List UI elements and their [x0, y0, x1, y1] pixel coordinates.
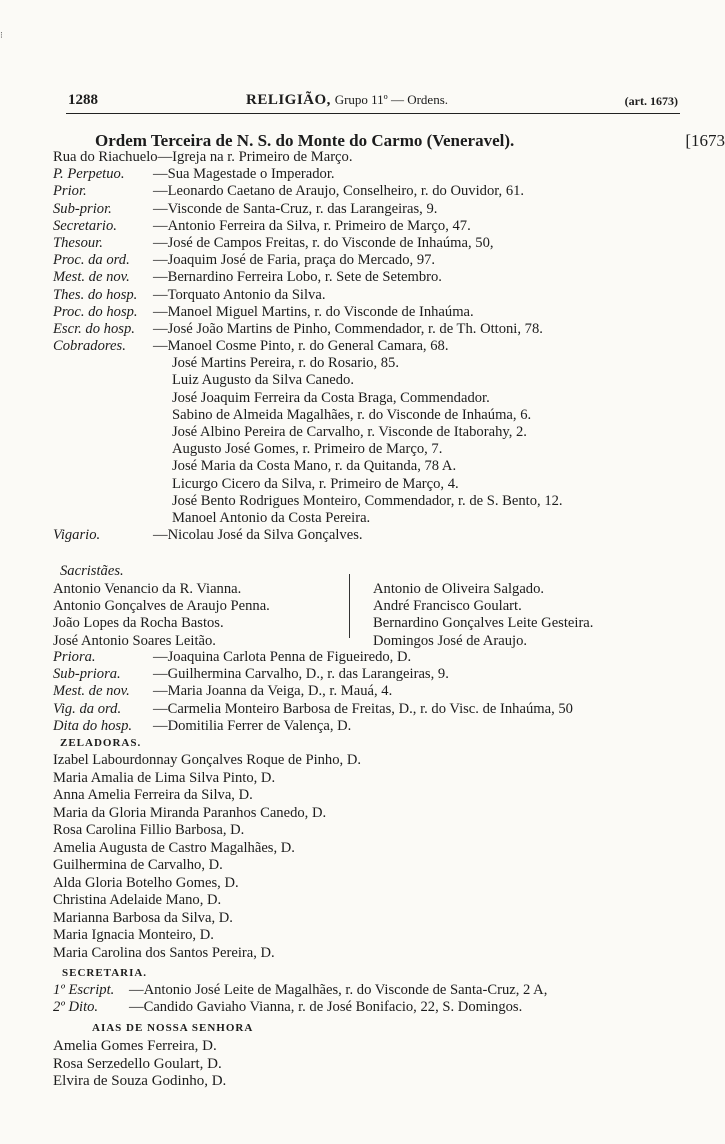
list-item: Elvira de Souza Godinho, D.: [53, 1073, 227, 1090]
header-rule: [66, 113, 680, 114]
page-number: 1288: [68, 92, 98, 108]
cobrador-row: José Joaquim Ferreira da Costa Braga, Commendador.: [172, 389, 490, 406]
column-divider: [349, 574, 350, 638]
officer-row: Proc. do hosp. —Manoel Miguel Martins, r. do Visconde de Inhaúma.: [53, 303, 474, 320]
list-item: Antonio Gonçalves de Araujo Penna.: [53, 598, 270, 615]
officer-row: Escr. do hosp. —José João Martins de Pinho, Commendador, r. de Th. Ottoni, 78.: [53, 320, 543, 337]
list-item: Izabel Labourdonnay Gonçalves Roque de Pinho, D.: [53, 752, 362, 768]
order-address: Rua do Riachuelo—Igreja na r. Primeiro de Março.: [53, 149, 353, 165]
list-item: Amelia Augusta de Castro Magalhães, D.: [53, 839, 295, 856]
running-title-rest: Grupo 11º — Ordens.: [334, 92, 448, 107]
vigario-row: Vigario. —Nicolau José da Silva Gonçalves.: [53, 527, 363, 544]
female-officers-block: [53, 649, 721, 735]
list-item: Maria Amalia de Lima Silva Pinto, D.: [53, 769, 276, 786]
officer-row: Secretario. —Antonio Ferreira da Silva, r. Primeiro de Março, 47.: [53, 217, 471, 234]
sacristaes-right-column: [373, 581, 593, 650]
cobrador-row: Licurgo Cicero da Silva, r. Primeiro de Março, 4.: [172, 475, 459, 492]
officer-row: Prior. —Leonardo Caetano de Araujo, Conselheiro, r. do Ouvidor, 61.: [53, 183, 525, 200]
article-reference: (art. 1673): [624, 94, 678, 108]
list-item: Guilhermina de Carvalho, D.: [53, 857, 223, 873]
officer-row: Sub-priora. —Guilhermina Carvalho, D., r. das Larangeiras, 9.: [53, 666, 449, 683]
list-item: Alda Gloria Botelho Gomes, D.: [53, 874, 239, 891]
secretaria-list: [53, 982, 721, 1016]
sacristaes-heading: Sacristães.: [60, 563, 124, 579]
list-item: Anna Amelia Ferreira da Silva, D.: [53, 787, 253, 803]
officer-row: Thes. do hosp. —Torquato Antonio da Silva.: [53, 286, 326, 303]
aias-heading: AIAS DE NOSSA SENHORA: [92, 1022, 254, 1034]
page-header: [68, 92, 678, 112]
officer-row: Vig. da ord. —Carmelia Monteiro Barbosa de Freitas, D., r. do Visc. de Inhaúma, 50: [53, 700, 573, 717]
officer-row: 2º Dito. —Candido Gaviaho Vianna, r. de José Bonifacio, 22, S. Domingos.: [53, 999, 523, 1016]
list-item: Antonio de Oliveira Salgado.: [373, 581, 545, 597]
officer-row: Mest. de nov. —Maria Joanna da Veiga, D., r. Mauá, 4.: [53, 683, 393, 700]
cobrador-row: José Maria da Costa Mano, r. da Quitanda, 78 A.: [172, 458, 457, 475]
list-item: Maria da Gloria Miranda Paranhos Canedo, D.: [53, 804, 327, 821]
list-item: Maria Carolina dos Santos Pereira, D.: [53, 944, 275, 961]
officer-row: 1º Escript. —Antonio José Leite de Magalhães, r. do Visconde de Santa-Cruz, 2 A,: [53, 982, 548, 998]
cobrador-row: Manoel Antonio da Costa Pereira.: [172, 509, 371, 526]
officer-row: Proc. da ord. —Joaquim José de Faria, praça do Mercado, 97.: [53, 252, 436, 269]
order-title: Ordem Terceira de N. S. do Monte do Carmo (Veneravel).: [95, 131, 515, 150]
article-number: [1673: [685, 131, 725, 150]
zeladoras-list: [53, 752, 361, 962]
secretaria-heading: SECRETARIA.: [62, 967, 148, 979]
list-item: Maria Ignacia Monteiro, D.: [53, 927, 214, 943]
list-item: Christina Adelaide Mano, D.: [53, 892, 222, 908]
list-item: Amelia Gomes Ferreira, D.: [53, 1038, 217, 1054]
list-item: Antonio Venancio da R. Vianna.: [53, 581, 242, 597]
sacristaes-left-column: [53, 581, 270, 650]
officer-row: Dita do hosp. —Domitilia Ferrer de Valença, D.: [53, 717, 352, 734]
list-item: José Antonio Soares Leitão.: [53, 632, 216, 649]
list-item: Rosa Carolina Fillio Barbosa, D.: [53, 822, 245, 838]
cobrador-row: Luiz Augusto da Silva Canedo.: [172, 372, 354, 389]
list-item: Marianna Barbosa da Silva, D.: [53, 909, 233, 926]
margin-specks: ⁝: [0, 30, 3, 40]
cobrador-row: Sabino de Almeida Magalhães, r. do Visconde de Inhaúma, 6.: [172, 406, 532, 423]
officer-row: Cobradores. —Manoel Cosme Pinto, r. do General Camara, 68.: [53, 338, 449, 355]
officer-row: Thesour. —José de Campos Freitas, r. do Visconde de Inhaúma, 50,: [53, 234, 494, 251]
zeladoras-heading: ZELADORAS.: [60, 737, 142, 749]
list-item: Rosa Serzedello Goulart, D.: [53, 1055, 222, 1072]
aias-list: [53, 1038, 226, 1091]
officers-block: [53, 149, 721, 544]
cobrador-row: José Martins Pereira, r. do Rosario, 85.: [172, 355, 399, 372]
cobrador-row: Augusto José Gomes, r. Primeiro de Março, 7.: [172, 441, 443, 458]
officer-row: P. Perpetuo. —Sua Magestade o Imperador.: [53, 166, 335, 183]
officer-row: Priora. —Joaquina Carlota Penna de Figueiredo, D.: [53, 649, 412, 665]
cobrador-row: José Bento Rodrigues Monteiro, Commendador, r. de S. Bento, 12.: [172, 492, 563, 509]
list-item: Bernardino Gonçalves Leite Gesteira.: [373, 615, 594, 632]
running-title-main: RELIGIÃO,: [246, 92, 331, 108]
officer-row: Mest. de nov. —Bernardino Ferreira Lobo, r. Sete de Setembro.: [53, 269, 442, 286]
running-title: [246, 92, 448, 109]
cobrador-row: José Albino Pereira de Carvalho, r. Visconde de Itaborahy, 2.: [172, 424, 527, 440]
list-item: João Lopes da Rocha Bastos.: [53, 615, 224, 632]
list-item: Domingos José de Araujo.: [373, 632, 528, 649]
officer-row: Sub-prior. —Visconde de Santa-Cruz, r. das Larangeiras, 9.: [53, 200, 438, 217]
list-item: André Francisco Goulart.: [373, 598, 522, 615]
